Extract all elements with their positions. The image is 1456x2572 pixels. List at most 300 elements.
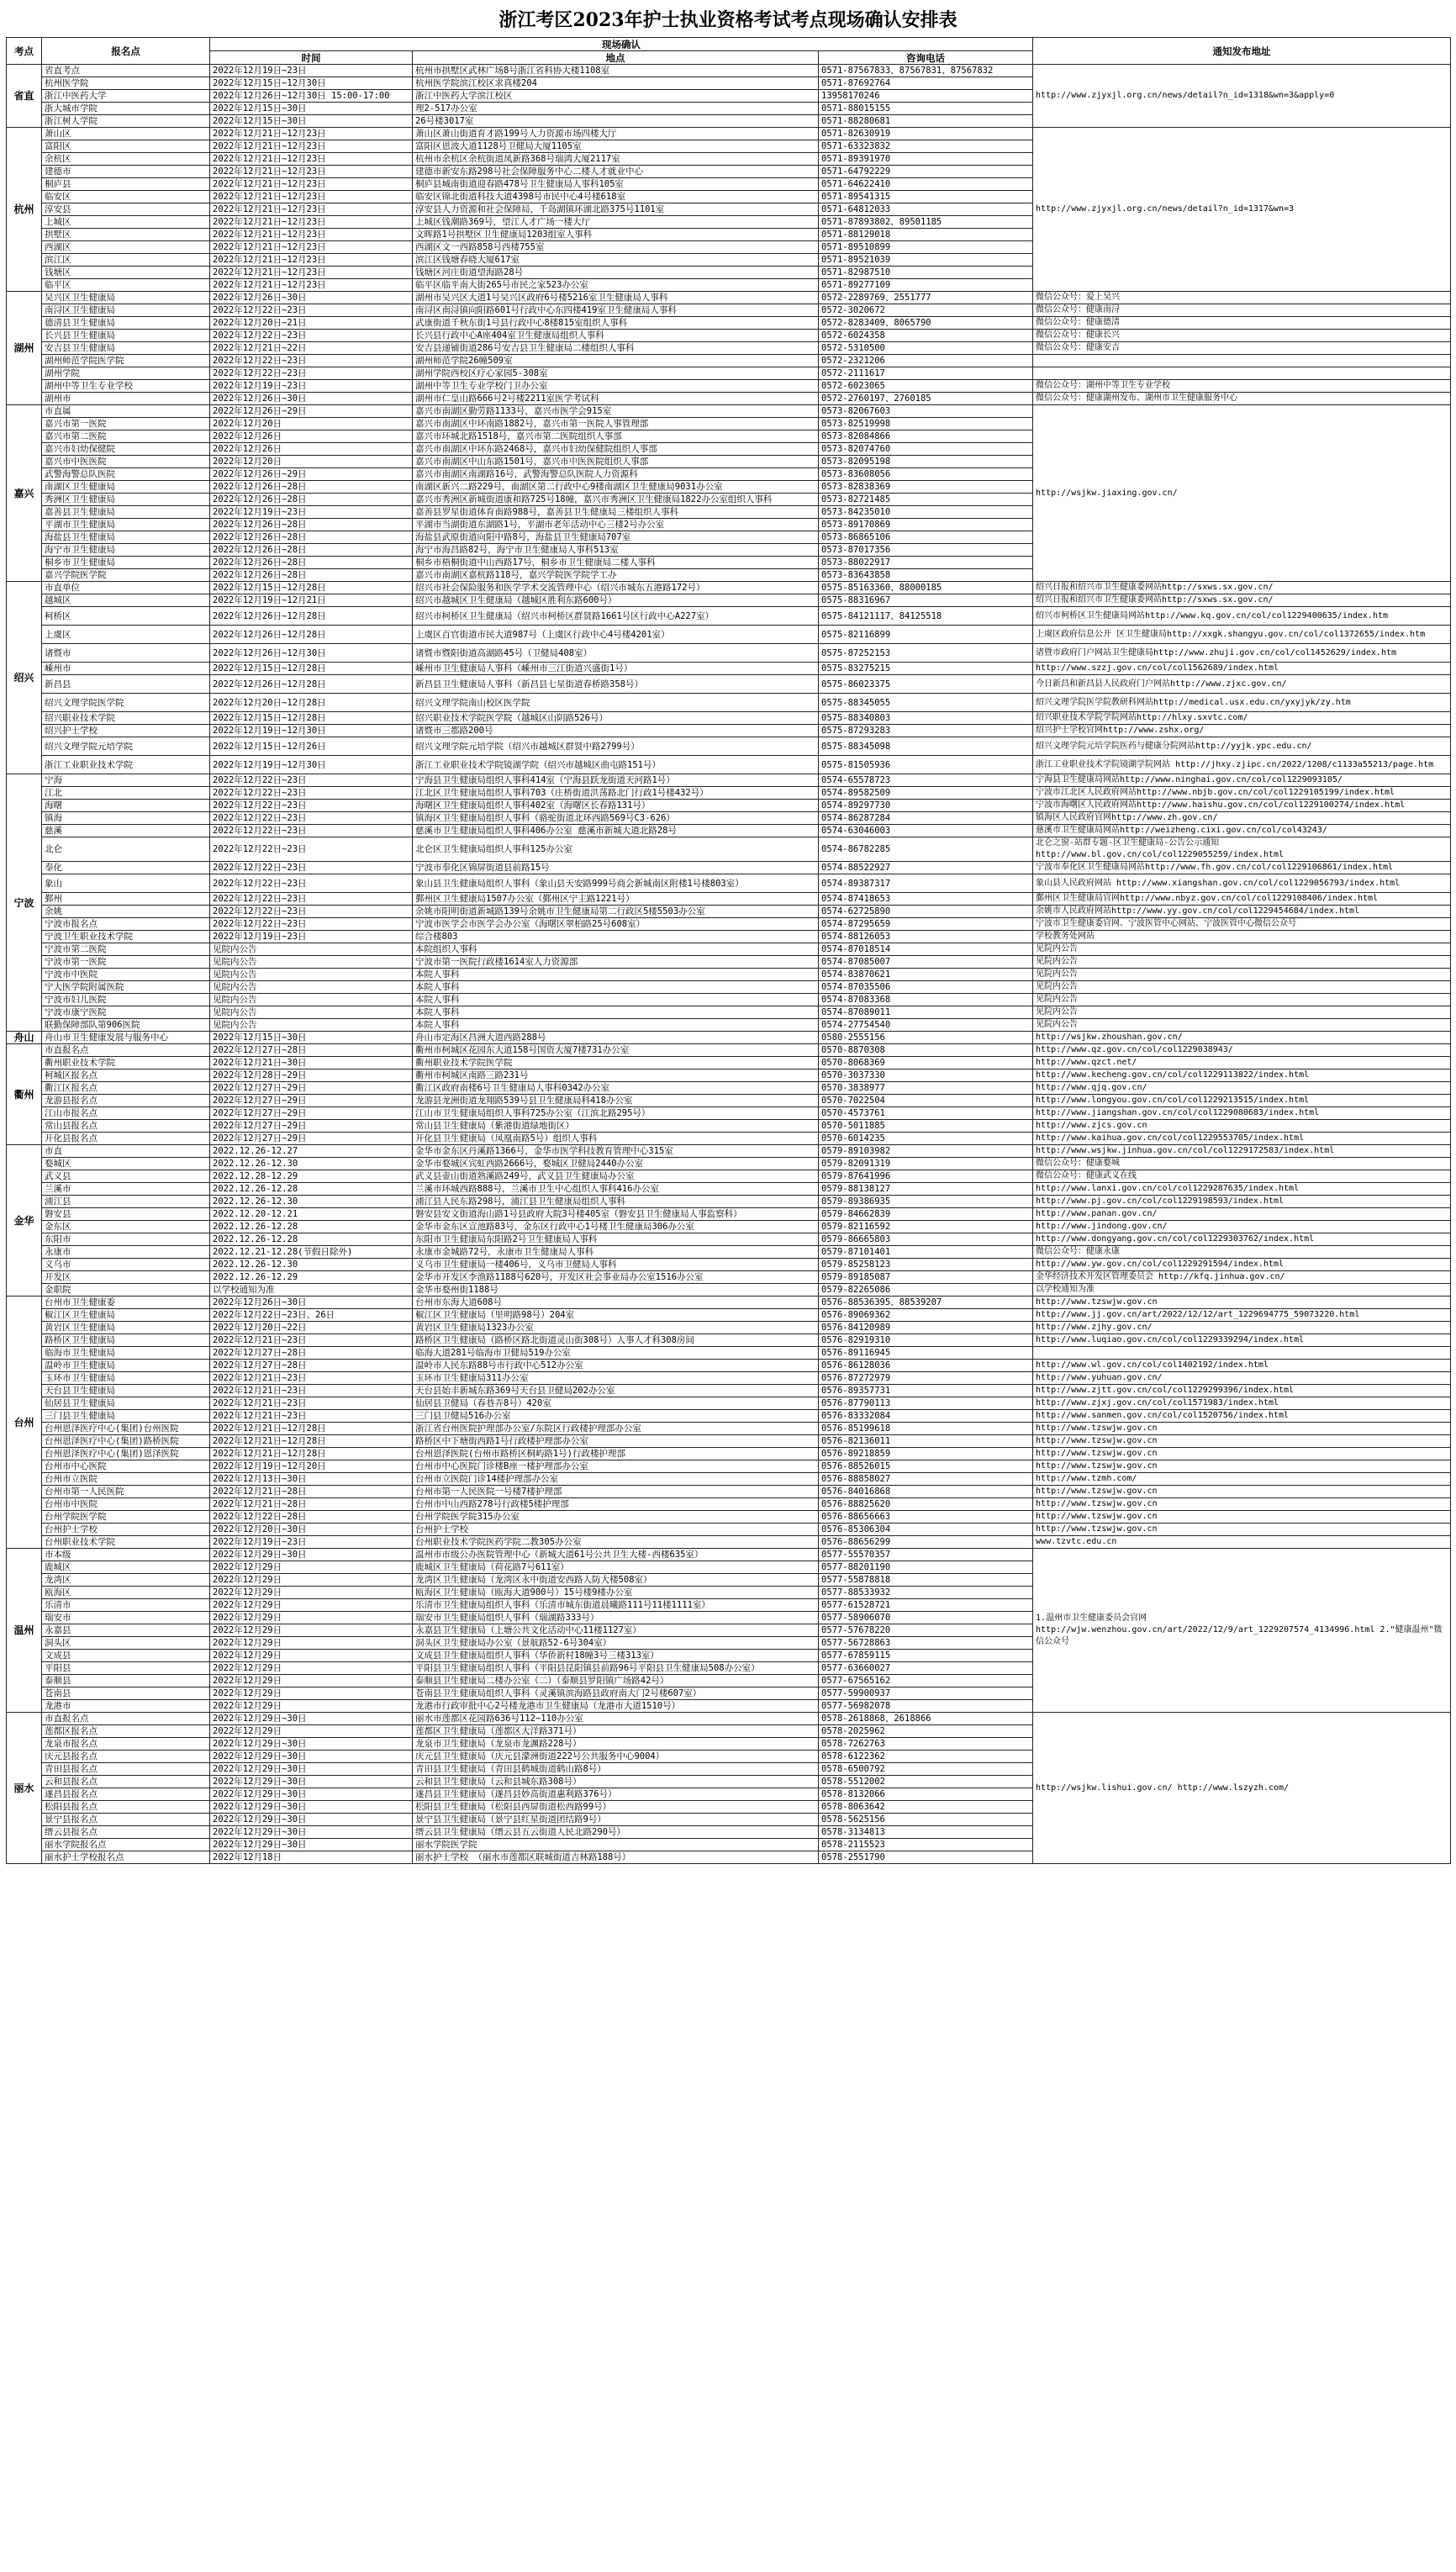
location-cell: 台州学院医学院315办公室 [413, 1511, 819, 1524]
notice-cell[interactable]: 诸暨市政府门户网站卫生健康局http://www.zhuji.gov.cn/col/col1452629/index.htm [1033, 644, 1451, 663]
notice-cell[interactable]: http://www.kaihua.gov.cn/col/col1229553705/index.html [1033, 1133, 1451, 1145]
location-cell: 常山县卫生健康局（紫港街道绿地街区） [413, 1120, 819, 1133]
location-cell: 兰溪市环城西路888号，兰溪市卫生中心组织人事科416办公室 [413, 1183, 819, 1196]
table-row [7, 342, 1451, 355]
notice-cell[interactable]: 微信公众号：健康安吉 [1033, 342, 1451, 355]
time-cell: 2022年12月15日~30日 [210, 115, 413, 128]
site-cell: 三门县卫生健康局 [42, 1410, 210, 1423]
notice-cell[interactable]: 宁波市卫生健康委官网、宁波医管中心网站、宁波医管中心微信公众号 [1033, 918, 1451, 931]
notice-cell[interactable]: 宁海县卫生健康局网站http://www.ninghai.gov.cn/col/col1229093105/ [1033, 774, 1451, 787]
phone-cell: 0575-87252153 [819, 644, 1033, 663]
location-cell: 绍兴市柯桥区卫生健康局（绍兴市柯桥区群贤路1661号区行政中心A227室） [413, 607, 819, 626]
notice-cell[interactable]: http://www.tzswjw.gov.cn [1033, 1435, 1451, 1448]
table-row [7, 1044, 1451, 1057]
region-cell: 湖州 [7, 292, 42, 405]
site-cell: 台州学院医学院 [42, 1511, 210, 1524]
time-cell: 2022年12月21日~12月23日 [210, 140, 413, 153]
location-cell: 本院组织人事科 [413, 943, 819, 956]
confirmation-schedule-table [6, 37, 1451, 1864]
notice-cell[interactable]: http://www.luqiao.gov.cn/col/col1229339294/index.html [1033, 1334, 1451, 1347]
site-cell: 宁波卫生职业技术学院 [42, 931, 210, 943]
location-cell: 诸暨市暨阳街道高湖路45号（卫健局408室） [413, 644, 819, 663]
notice-cell[interactable]: 见院内公告 [1033, 1006, 1451, 1019]
time-cell: 2022年12月26日~28日 [210, 531, 413, 544]
notice-cell[interactable]: 微信公众号：健康永康 [1033, 1246, 1451, 1259]
location-cell: 本院人事科 [413, 981, 819, 994]
site-cell: 嵊州市 [42, 663, 210, 675]
notice-cell[interactable]: 宁波市奉化区卫生健康局网站http://www.fh.gov.cn/col/col1229106861/index.html [1033, 862, 1451, 874]
notice-cell[interactable]: http://www.tzswjw.gov.cn [1033, 1486, 1451, 1498]
notice-cell[interactable]: http://wsjkw.jiaxing.gov.cn/ [1033, 405, 1451, 582]
notice-cell[interactable]: http://www.zjyxjl.org.cn/news/detail?n_id=1318&wn=3&apply=0 [1033, 65, 1451, 128]
time-cell: 2022年12月26日~12月28日 [210, 675, 413, 694]
phone-cell: 0573-86865106 [819, 531, 1033, 544]
notice-cell[interactable]: http://www.tzswjw.gov.cn [1033, 1423, 1451, 1435]
table-row [7, 330, 1451, 342]
notice-cell[interactable]: http://www.tzswjw.gov.cn [1033, 1448, 1451, 1460]
phone-cell: 0576-85199618 [819, 1423, 1033, 1435]
time-cell: 2022年12月26日~30日 [210, 393, 413, 405]
location-cell: 湖州市仁皇山路666号2号楼2211室医学考试科 [413, 393, 819, 405]
time-cell: 2022年12月26日~30日 [210, 1297, 413, 1309]
location-cell: 台州市东海大道608号 [413, 1297, 819, 1309]
table-row [7, 607, 1451, 626]
notice-cell[interactable]: 上虞区政府信息公开 区卫生健康局http://xxgk.shangyu.gov.cn/col/col1372655/index.htm [1033, 626, 1451, 644]
notice-cell[interactable]: 绍兴市柯桥区卫生健康局网站http://www.kq.gov.cn/col/col1229400635/index.htm [1033, 607, 1451, 626]
notice-cell[interactable]: 宁波市海曙区人民政府网站http://www.haishu.gov.cn/col/col1229100274/index.html [1033, 800, 1451, 812]
location-cell: 杭州市余杭区余杭街道凤新路368号瑞鸿大厦2117室 [413, 153, 819, 166]
site-cell: 台州市中医院 [42, 1498, 210, 1511]
phone-cell: 0573-83643858 [819, 569, 1033, 582]
location-cell: 丽水市莲都区花园路636号112~110办公室 [413, 1713, 819, 1725]
site-cell: 宁波市第二医院 [42, 943, 210, 956]
notice-cell[interactable]: 绍兴文理学院元培学院医药与健康分院网站http://yyjk.ypc.edu.cn/ [1033, 737, 1451, 756]
location-cell: 象山县卫生健康局组织人事科（象山县天安路999号商会新城南区附楼1号楼803室） [413, 874, 819, 893]
notice-cell[interactable] [1033, 367, 1451, 380]
notice-cell[interactable]: http://www.jj.gov.cn/art/2022/12/12/art_1229694775_59073220.html [1033, 1309, 1451, 1322]
time-cell: 2022年12月29日~30日 [210, 1751, 413, 1763]
notice-cell[interactable]: 1.温州市卫生健康委员会官网 http://wjw.wenzhou.gov.cn/art/2022/12/9/art_1229207574_4134996.html 2."健康温州"微信公众号 [1033, 1549, 1451, 1713]
site-cell: 莲都区报名点 [42, 1725, 210, 1738]
notice-cell[interactable]: 余姚市人民政府网站http://www.yy.gov.cn/col/col1229454684/index.html [1033, 906, 1451, 918]
phone-cell: 0574-27754540 [819, 1019, 1033, 1032]
site-cell: 椒江区卫生健康局 [42, 1309, 210, 1322]
notice-cell[interactable]: http://www.jiangshan.gov.cn/col/col1229080683/index.html [1033, 1107, 1451, 1120]
table-row [7, 1057, 1451, 1069]
notice-cell[interactable]: 见院内公告 [1033, 969, 1451, 981]
site-cell: 宁波市康宁医院 [42, 1006, 210, 1019]
notice-cell[interactable]: 见院内公告 [1033, 981, 1451, 994]
notice-cell[interactable]: 鄞州区卫生健康局官网http://www.nbyz.gov.cn/col/col1229108406/index.html [1033, 893, 1451, 906]
time-cell: 2022.12.26-12.30 [210, 1196, 413, 1208]
phone-cell: 0574-87085007 [819, 956, 1033, 969]
notice-cell[interactable]: 金华经济技术开发区管理委员会 http://kfq.jinhua.gov.cn/ [1033, 1271, 1451, 1284]
table-row [7, 1183, 1451, 1196]
location-cell: 丽水护士学校 （丽水市莲都区联城街道吉林路188号） [413, 1851, 819, 1864]
table-row [7, 1170, 1451, 1183]
notice-cell[interactable]: http://www.qjq.gov.cn/ [1033, 1082, 1451, 1095]
location-cell: 本院人事科 [413, 969, 819, 981]
notice-cell[interactable]: http://wsjkw.zhoushan.gov.cn/ [1033, 1032, 1451, 1044]
table-row [7, 1410, 1451, 1423]
phone-cell: 0571-87567833、87567831、87567832 [819, 65, 1033, 77]
site-cell: 海盐县卫生健康局 [42, 531, 210, 544]
notice-cell[interactable]: 绍兴文理学院医学院教研科网站http://medical.usx.edu.cn/yxyjyk/zy.htm [1033, 694, 1451, 712]
site-cell: 新昌县 [42, 675, 210, 694]
notice-cell[interactable]: http://www.lanxi.gov.cn/col/col1229287635/index.html [1033, 1183, 1451, 1196]
page-title: 浙江考区2023年护士执业资格考试考点现场确认安排表 [499, 9, 957, 31]
time-cell: 2022年12月22日~23日 [210, 812, 413, 825]
site-cell: 舟山市卫生健康发展与服务中心 [42, 1032, 210, 1044]
table-row [7, 1549, 1451, 1561]
time-cell: 2022年12月15日~30日 [210, 1032, 413, 1044]
phone-cell: 0572-2111617 [819, 367, 1033, 380]
site-cell: 宁波市第一医院 [42, 956, 210, 969]
notice-cell[interactable]: 以学校通知为准 [1033, 1284, 1451, 1297]
header-time: 时间 [210, 51, 413, 65]
site-cell: 武警海警总队医院 [42, 468, 210, 481]
location-cell: 苍南县卫生健康局组织人事科（灵溪镇滨海路县政府南大门2号楼607室） [413, 1687, 819, 1700]
time-cell: 2022年12月20日~21日 [210, 317, 413, 330]
phone-cell: 0579-88138127 [819, 1183, 1033, 1196]
phone-cell: 0576-88656663 [819, 1511, 1033, 1524]
table-row [7, 862, 1451, 874]
header-location: 地点 [413, 51, 819, 65]
region-cell: 丽水 [7, 1713, 42, 1864]
phone-cell: 0571-89541315 [819, 191, 1033, 203]
site-cell: 安吉县卫生健康局 [42, 342, 210, 355]
notice-cell[interactable]: http://www.tzswjw.gov.cn [1033, 1297, 1451, 1309]
time-cell: 见院内公告 [210, 1019, 413, 1032]
phone-cell: 0579-89103982 [819, 1145, 1033, 1158]
notice-cell[interactable]: 微信公众号：健康南浔 [1033, 304, 1451, 317]
notice-cell[interactable]: 微信公众号：健康婺城 [1033, 1158, 1451, 1170]
site-cell: 龙港市 [42, 1700, 210, 1713]
site-cell: 浙江工业职业技术学院 [42, 756, 210, 774]
notice-cell[interactable]: 镇海区人民政府官网http://www.zh.gov.cn/ [1033, 812, 1451, 825]
notice-cell[interactable]: 微信公众号：健康长兴 [1033, 330, 1451, 342]
location-cell: 上虞区百官街道市民大道987号（上虞区行政中心4号楼4201室） [413, 626, 819, 644]
time-cell: 2022年12月19日~23日 [210, 931, 413, 943]
site-cell: 浙江树人学院 [42, 115, 210, 128]
time-cell: 2022年12月29日 [210, 1599, 413, 1612]
phone-cell: 0576-88536395、88539207 [819, 1297, 1033, 1309]
notice-cell[interactable]: 微信公众号：湖州中等卫生专业学校 [1033, 380, 1451, 393]
phone-cell: 0579-86665803 [819, 1233, 1033, 1246]
location-cell: 桐庐县城南街道迎春路478号卫生健康局人事科105室 [413, 178, 819, 191]
time-cell: 2022年12月21日~28日 [210, 1486, 413, 1498]
phone-cell: 0571-64812033 [819, 203, 1033, 216]
table-row [7, 1334, 1451, 1347]
time-cell: 2022年12月15日~12月28日 [210, 582, 413, 594]
site-cell: 路桥区卫生健康局 [42, 1334, 210, 1347]
site-cell: 江北 [42, 787, 210, 800]
notice-cell[interactable]: http://www.tzswjw.gov.cn [1033, 1460, 1451, 1473]
location-cell: 台州恩泽医院(台州市路桥区桐屿路1号)行政楼护理部 [413, 1448, 819, 1460]
phone-cell: 0575-83275215 [819, 663, 1033, 675]
time-cell: 2022年12月21日~12月23日 [210, 203, 413, 216]
table-row [7, 994, 1451, 1006]
time-cell: 2022年12月29日 [210, 1637, 413, 1650]
location-cell: 浦江县人民东路298号，浦江县卫生健康局组织人事科 [413, 1196, 819, 1208]
location-cell: 文成县卫生健康局组织人事科（华侨新村18幢3号三楼313室） [413, 1650, 819, 1662]
notice-cell[interactable]: 微信公众号：健康德清 [1033, 317, 1451, 330]
table-row [7, 128, 1451, 140]
table-row [7, 380, 1451, 393]
time-cell: 见院内公告 [210, 981, 413, 994]
phone-cell: 0576-87790113 [819, 1397, 1033, 1410]
notice-cell[interactable]: 见院内公告 [1033, 956, 1451, 969]
site-cell: 平湖市卫生健康局 [42, 519, 210, 531]
phone-cell: 0578-6500792 [819, 1763, 1033, 1776]
notice-cell[interactable]: http://www.tzmh.com/ [1033, 1473, 1451, 1486]
table-row [7, 981, 1451, 994]
notice-cell[interactable]: http://www.qz.gov.cn/col/col1229038943/ [1033, 1044, 1451, 1057]
phone-cell: 0572-2289769、2551777 [819, 292, 1033, 304]
region-cell: 金华 [7, 1145, 42, 1297]
time-cell: 2022年12月29日~30日 [210, 1776, 413, 1788]
table-row [7, 1158, 1451, 1170]
time-cell: 2022年12月27日~29日 [210, 1095, 413, 1107]
phone-cell: 0571-88015155 [819, 103, 1033, 115]
phone-cell: 0578-7262763 [819, 1738, 1033, 1751]
table-row [7, 1297, 1451, 1309]
location-cell: 永康市金城路72号，永康市卫生健康局人事科 [413, 1246, 819, 1259]
phone-cell: 0574-86287284 [819, 812, 1033, 825]
phone-cell: 0571-88280681 [819, 115, 1033, 128]
phone-cell: 0577-59900937 [819, 1687, 1033, 1700]
time-cell: 2022年12月21日~12月28日 [210, 1448, 413, 1460]
phone-cell: 0577-58906070 [819, 1612, 1033, 1624]
location-cell: 本院人事科 [413, 1019, 819, 1032]
notice-cell[interactable]: http://www.zjxj.gov.cn/col/col1571983/index.html [1033, 1397, 1451, 1410]
site-cell: 湖州中等卫生专业学校 [42, 380, 210, 393]
notice-cell[interactable]: http://www.szzj.gov.cn/col/col1562689/index.html [1033, 663, 1451, 675]
notice-cell[interactable]: 学校教务处网站 [1033, 931, 1451, 943]
notice-cell[interactable]: 绍兴日报和绍兴市卫生健康委网站http://sxws.sx.gov.cn/ [1033, 582, 1451, 594]
phone-cell: 0578-2551790 [819, 1851, 1033, 1864]
table-row [7, 582, 1451, 594]
notice-cell[interactable]: 绍兴护士学校官网http://www.zshx.org/ [1033, 725, 1451, 737]
location-cell: 嘉兴市环城北路1518号，嘉兴市第二医院组织人事部 [413, 430, 819, 443]
location-cell: 瓯海区卫生健康局（瓯海大道900号）15号楼9楼办公室 [413, 1587, 819, 1599]
site-cell: 开发区 [42, 1271, 210, 1284]
notice-cell[interactable]: 北仑之窗-站群专题-区卫生健康局-公告公示通知 http://www.bl.gov.cn/col/col1229055259/index.html [1033, 837, 1451, 862]
location-cell: 宁波市医学会市医学会办公室（海曙区翠柏路25号608室） [413, 918, 819, 931]
notice-cell[interactable]: 今日新昌和新昌县人民政府门户网站http://www.zjxc.gov.cn/ [1033, 675, 1451, 694]
time-cell: 2022.12.20-12.21 [210, 1208, 413, 1221]
notice-cell[interactable]: http://www.kecheng.gov.cn/col/col1229113822/index.html [1033, 1069, 1451, 1082]
time-cell: 2022年12月29日 [210, 1662, 413, 1675]
site-cell: 丽水学院报名点 [42, 1839, 210, 1851]
phone-cell: 0570-8068369 [819, 1057, 1033, 1069]
site-cell: 瑞安市 [42, 1612, 210, 1624]
time-cell: 2022年12月26日~28日 [210, 569, 413, 582]
notice-cell[interactable]: http://www.zjtt.gov.cn/col/col1229299396/index.html [1033, 1385, 1451, 1397]
notice-cell[interactable]: http://www.zjyxjl.org.cn/news/detail?n_id=1317&wn=3 [1033, 128, 1451, 292]
time-cell: 2022年12月26日~28日 [210, 481, 413, 494]
site-cell: 湖州学院 [42, 367, 210, 380]
notice-cell[interactable]: 绍兴日报和绍兴市卫生健康委网站http://sxws.sx.gov.cn/ [1033, 594, 1451, 607]
time-cell: 2022年12月29日 [210, 1587, 413, 1599]
notice-cell[interactable]: http://www.yuhuan.gov.cn/ [1033, 1372, 1451, 1385]
phone-cell: 0576-84120989 [819, 1322, 1033, 1334]
phone-cell: 13958170246 [819, 90, 1033, 103]
region-cell: 嘉兴 [7, 405, 42, 582]
phone-cell: 0578-3134813 [819, 1826, 1033, 1839]
table-row [7, 1372, 1451, 1385]
table-row [7, 874, 1451, 893]
site-cell: 上城区 [42, 216, 210, 229]
time-cell: 2022年12月22日~23日 [210, 893, 413, 906]
notice-cell[interactable]: http://www.zjhy.gov.cn/ [1033, 1322, 1451, 1334]
notice-cell[interactable]: 宁波市江北区人民政府网站http://www.nbjb.gov.cn/col/col1229105199/index.html [1033, 787, 1451, 800]
header-site: 报名点 [42, 38, 210, 65]
notice-cell[interactable]: 微信公众号：健康湖州发布、湖州市卫生健康服务中心 [1033, 393, 1451, 405]
phone-cell: 0575-82116899 [819, 626, 1033, 644]
location-cell: 余姚市阳明街道新城路139号余姚市卫生健康局第二行政区5楼5503办公室 [413, 906, 819, 918]
time-cell: 2022年12月19日~12月21日 [210, 594, 413, 607]
site-cell: 磐安县 [42, 1208, 210, 1221]
time-cell: 2022年12月29日~30日 [210, 1713, 413, 1725]
notice-cell[interactable]: http://www.pj.gov.cn/col/col1229198593/index.html [1033, 1196, 1451, 1208]
time-cell: 2022年12月18日 [210, 1851, 413, 1864]
site-cell: 温岭市卫生健康局 [42, 1360, 210, 1372]
location-cell: 龙游县龙洲街道龙翔路539号县卫生健康局科418办公室 [413, 1095, 819, 1107]
site-cell: 钱塘区 [42, 267, 210, 279]
table-row [7, 1221, 1451, 1233]
location-cell: 绍兴文理学院南山校区医学院 [413, 694, 819, 712]
phone-cell: 0574-63046003 [819, 825, 1033, 837]
notice-cell[interactable]: 见院内公告 [1033, 994, 1451, 1006]
notice-cell[interactable]: http://www.wsjkw.jinhua.gov.cn/col/col1229172583/index.html [1033, 1145, 1451, 1158]
location-cell: 嘉兴市南湖区中环东路2468号，嘉兴市妇幼保健院组织人事部 [413, 443, 819, 456]
time-cell: 2022.12.28-12.29 [210, 1170, 413, 1183]
notice-cell[interactable]: www.tzvtc.edu.cn [1033, 1536, 1451, 1549]
phone-cell: 0571-88129018 [819, 229, 1033, 241]
table-row [7, 393, 1451, 405]
notice-cell[interactable]: http://www.sanmen.gov.cn/col/col1520756/index.html [1033, 1410, 1451, 1423]
notice-cell[interactable]: 浙江工业职业技术学院镜湖学院网站 http://jhxy.zjipc.cn/2022/1208/c1133a55213/page.htm [1033, 756, 1451, 774]
notice-cell[interactable]: http://www.jindong.gov.cn/ [1033, 1221, 1451, 1233]
phone-cell: 0578-8132066 [819, 1788, 1033, 1801]
site-cell: 临平区 [42, 279, 210, 292]
time-cell: 2022年12月22日~23日 [210, 330, 413, 342]
notice-cell[interactable]: http://www.panan.gov.cn/ [1033, 1208, 1451, 1221]
site-cell: 市直报名点 [42, 1713, 210, 1725]
site-cell: 常山县报名点 [42, 1120, 210, 1133]
site-cell: 富阳区 [42, 140, 210, 153]
phone-cell: 0573-89170869 [819, 519, 1033, 531]
site-cell: 江山市报名点 [42, 1107, 210, 1120]
notice-cell[interactable]: http://www.longyou.gov.cn/col/col1229213515/index.html [1033, 1095, 1451, 1107]
location-cell: 26号楼3017室 [413, 115, 819, 128]
table-row [7, 787, 1451, 800]
phone-cell: 0579-87101401 [819, 1246, 1033, 1259]
location-cell: 金华市婺州街1188号 [413, 1284, 819, 1297]
phone-cell: 0574-65578723 [819, 774, 1033, 787]
location-cell: 嘉兴市南湖区中山东路1501号，嘉兴市中医医院组织人事部 [413, 456, 819, 468]
time-cell: 2022年12月21日~22日 [210, 342, 413, 355]
time-cell: 2022年12月22日~23日 [210, 918, 413, 931]
time-cell: 2022年12月21日~12月23日 [210, 279, 413, 292]
notice-cell[interactable]: 慈溪市卫生健康局网站http://weizheng.cixi.gov.cn/col/col43243/ [1033, 825, 1451, 837]
table-row [7, 1246, 1451, 1259]
location-cell: 温州市市级公办医院管理中心（新城大道61号公共卫生大楼-西楼635室） [413, 1549, 819, 1561]
location-cell: 衢州市柯城区南路三路231号 [413, 1069, 819, 1082]
notice-cell[interactable]: 微信公众号：健康武义在线 [1033, 1170, 1451, 1183]
site-cell: 永嘉县 [42, 1624, 210, 1637]
location-cell: 景宁县卫生健康局（景宁县红星街道团结路9号） [413, 1814, 819, 1826]
site-cell: 海曙 [42, 800, 210, 812]
location-cell: 台州市中心医院门诊楼B座一楼护理部办公室 [413, 1460, 819, 1473]
phone-cell: 0575-87293283 [819, 725, 1033, 737]
location-cell: 江山市卫生健康局组织人事科725办公室（江滨北路295号） [413, 1107, 819, 1120]
time-cell: 2022年12月26日~30日 [210, 292, 413, 304]
time-cell: 2022年12月29日~30日 [210, 1814, 413, 1826]
notice-cell[interactable]: 象山县人民政府网站 http://www.xiangshan.gov.cn/col/col1229056793/index.html [1033, 874, 1451, 893]
time-cell: 2022年12月21日~12月23日 [210, 267, 413, 279]
table-row [7, 756, 1451, 774]
notice-cell[interactable]: http://www.tzswjw.gov.cn [1033, 1511, 1451, 1524]
notice-cell[interactable]: 微信公众号：爱上吴兴 [1033, 292, 1451, 304]
site-cell: 遂昌县报名点 [42, 1788, 210, 1801]
site-cell: 天台县卫生健康局 [42, 1385, 210, 1397]
location-cell: 洞头区卫生健康局办公室（景航路52-6号304室） [413, 1637, 819, 1650]
location-cell: 西湖区文一西路858号西楼755室 [413, 241, 819, 254]
notice-cell[interactable]: http://www.tzswjw.gov.cn [1033, 1498, 1451, 1511]
notice-cell[interactable] [1033, 355, 1451, 367]
notice-cell[interactable]: http://www.dongyang.gov.cn/col/col1229303762/index.html [1033, 1233, 1451, 1246]
time-cell: 2022年12月21日~28日 [210, 1498, 413, 1511]
phone-cell: 0573-82067603 [819, 405, 1033, 418]
phone-cell: 0571-87893802、89501185 [819, 216, 1033, 229]
table-row [7, 1460, 1451, 1473]
notice-cell[interactable]: http://wsjkw.lishui.gov.cn/ http://www.lszyzh.com/ [1033, 1713, 1451, 1864]
location-cell: 台州市立医院门诊14楼护理部办公室 [413, 1473, 819, 1486]
location-cell: 绍兴市社会保险服务和医学学术交流管理中心（绍兴市城东五港路172号） [413, 582, 819, 594]
table-row [7, 1397, 1451, 1410]
phone-cell: 0572-6023065 [819, 380, 1033, 393]
notice-cell[interactable]: http://www.zjcs.gov.cn [1033, 1120, 1451, 1133]
site-cell: 金东区 [42, 1221, 210, 1233]
notice-cell[interactable]: http://www.yw.gov.cn/col/col1229291594/index.html [1033, 1259, 1451, 1271]
time-cell: 2022年12月29日~30日 [210, 1826, 413, 1839]
table-row [7, 594, 1451, 607]
time-cell: 2022年12月28日~29日 [210, 1069, 413, 1082]
notice-cell[interactable]: 见院内公告 [1033, 1019, 1451, 1032]
location-cell: 庆元县卫生健康局（庆元县濛洲街道222号公共服务中心9004） [413, 1751, 819, 1763]
time-cell: 2022年12月27日~28日 [210, 1044, 413, 1057]
notice-cell[interactable] [1033, 1347, 1451, 1360]
notice-cell[interactable]: 绍兴职业技术学院学院网站http://hlxy.sxvtc.com/ [1033, 712, 1451, 725]
site-cell: 临海市卫生健康局 [42, 1347, 210, 1360]
location-cell: 丽水学院医学院 [413, 1839, 819, 1851]
site-cell: 龙湾区 [42, 1574, 210, 1587]
location-cell: 嘉兴市南湖区勤劳路1133号，嘉兴市医学会915室 [413, 405, 819, 418]
notice-cell[interactable]: http://www.tzswjw.gov.cn [1033, 1524, 1451, 1536]
location-cell: 武康街道千秋东街1号县行政中心8楼815室组织人事科 [413, 317, 819, 330]
notice-cell[interactable]: http://www.wl.gov.cn/col/col1402192/index.html [1033, 1360, 1451, 1372]
location-cell: 磐安县安文街道海山路1号县政府大院3号楼405室（磐安县卫生健康局人事监察科） [413, 1208, 819, 1221]
site-cell: 台州护士学校 [42, 1524, 210, 1536]
notice-cell[interactable]: http://www.qzct.net/ [1033, 1057, 1451, 1069]
phone-cell: 0576-89357731 [819, 1385, 1033, 1397]
phone-cell: 0574-62725890 [819, 906, 1033, 918]
time-cell: 2022年12月20日~30日 [210, 1524, 413, 1536]
notice-cell[interactable]: 见院内公告 [1033, 943, 1451, 956]
time-cell: 2022年12月15日~30日 [210, 103, 413, 115]
